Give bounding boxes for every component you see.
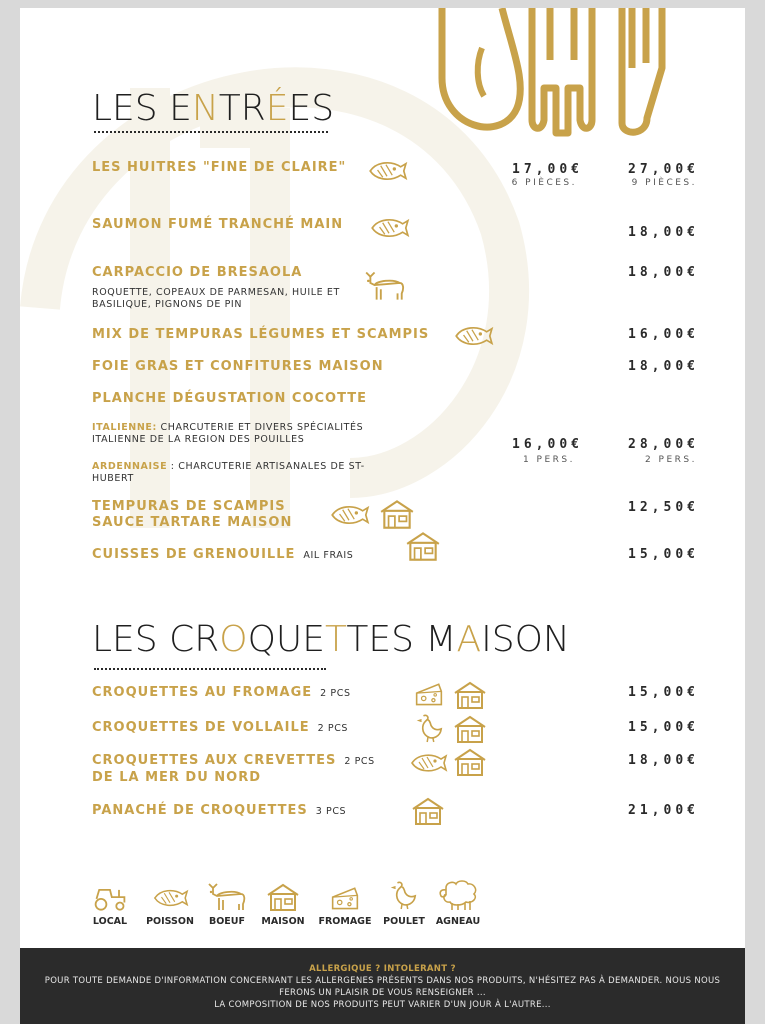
planche-option-ardennaise: ARDENNAISE : CHARCUTERIE ARTISANALES DE ST-HUBERT (92, 461, 365, 484)
price-foie-gras: 18,00€ (628, 359, 699, 374)
qty-6-pieces: 6 PIÈCES. (511, 178, 577, 188)
price-huitres-9: 27,00€ (628, 162, 699, 177)
menu-item-croquettes-crevettes: CROQUETTES AUX CREVETTES 2 PCS DE LA MER DU NORD (92, 753, 375, 785)
house-icon (452, 680, 488, 710)
qty-9-pieces: 9 PIÈCES. (631, 178, 697, 188)
menu-item-foie-gras: FOIE GRAS ET CONFITURES MAISON (92, 359, 384, 374)
fish-icon (328, 502, 370, 528)
price-croquettes-crevettes: 18,00€ (628, 753, 699, 768)
house-icon (265, 882, 301, 912)
qty-2-pers: 2 PERS. (644, 455, 697, 465)
carpaccio-description: ROQUETTE, COPEAUX DE PARMESAN, HUILE ET BASILIQUE, PIGNONS DE PIN (92, 287, 340, 310)
menu-item-carpaccio: CARPACCIO DE BRESAOLA (92, 265, 303, 280)
menu-item-saumon: SAUMON FUMÉ TRANCHÉ MAIN (92, 217, 344, 232)
fish-icon (408, 750, 448, 776)
menu-page (20, 8, 745, 1024)
tractor-icon (92, 884, 128, 912)
menu-item-tempuras-scampis: TEMPURAS DE SCAMPIS SAUCE TARTARE MAISON (92, 499, 293, 530)
sheep-icon (436, 878, 480, 912)
fish-icon (151, 884, 189, 912)
price-croquettes-fromage: 15,00€ (628, 685, 699, 700)
footer-line1: POUR TOUTE DEMANDE D'INFORMATION CONCERNANT LES ALLERGENES PRÉSENTS DANS NOS PRODUITS, N'HÉSITEZ PAS À DEMANDER. NOUS NOUS FERONS UN PLAISIR DE VOUS RENSEIGNER ... (44, 976, 721, 998)
price-tempuras-legumes: 16,00€ (628, 327, 699, 342)
price-carpaccio: 18,00€ (628, 265, 699, 280)
price-planche-1: 16,00€ (512, 437, 583, 452)
title-divider (94, 131, 328, 133)
planche-option-italienne: ITALIENNE: CHARCUTERIE ET DIVERS SPÉCIALITÉS ITALIENNE DE LA REGION DES POUILLES (92, 422, 364, 445)
legend-fromage: FROMAGE (314, 884, 376, 927)
menu-item-croquettes-panache: PANACHÉ DE CROQUETTES 3 PCS (92, 803, 347, 818)
price-saumon: 18,00€ (628, 225, 699, 240)
cheese-icon (330, 884, 360, 912)
legend-poisson: POISSON (142, 884, 198, 927)
menu-item-tempuras-legumes: MIX DE TEMPURAS LÉGUMES ET SCAMPIS (92, 327, 430, 342)
price-croquettes-vollaile: 15,00€ (628, 720, 699, 735)
house-icon (404, 530, 442, 562)
fish-icon (452, 323, 494, 349)
cow-icon (205, 878, 249, 912)
menu-item-croquettes-fromage: CROQUETTES AU FROMAGE 2 PCS (92, 685, 351, 700)
chicken-icon (390, 878, 418, 912)
menu-item-huitres: LES HUITRES "FINE DE CLAIRE" (92, 160, 347, 175)
house-icon (452, 747, 488, 777)
chicken-icon (416, 711, 444, 745)
cutlery-illustration (432, 8, 672, 148)
fish-icon (366, 158, 408, 184)
legend-poulet: POULET (380, 884, 428, 927)
cheese-icon (414, 680, 444, 708)
footer-title: ALLERGIQUE ? INTOLERANT ? (309, 964, 456, 974)
legend-local: LOCAL (88, 884, 132, 927)
legend-agneau: AGNEAU (430, 884, 486, 927)
menu-item-croquettes-vollaile: CROQUETTES DE VOLLAILE 2 PCS (92, 720, 349, 735)
legend-maison: MAISON (256, 884, 310, 927)
legend-boeuf: BOEUF (202, 884, 252, 927)
menu-item-grenouille: CUISSES DE GRENOUILLE AIL FRAIS (92, 547, 354, 562)
price-croquettes-panache: 21,00€ (628, 803, 699, 818)
footer-line2: LA COMPOSITION DE NOS PRODUITS PEUT VARIER D'UN JOUR À L'AUTRE... (214, 1000, 551, 1010)
menu-item-planche: PLANCHE DÉGUSTATION COCOTTE (92, 391, 368, 406)
allergen-footer (20, 948, 745, 1024)
price-tempuras-scampis: 12,50€ (628, 500, 699, 515)
price-grenouille: 15,00€ (628, 547, 699, 562)
house-icon (378, 498, 416, 530)
house-icon (452, 714, 488, 744)
section-title-croquettes: LES CROQUETTES MAISON (92, 619, 570, 660)
fish-icon (368, 215, 410, 241)
price-huitres-6: 17,00€ (512, 162, 583, 177)
section-title-entrees: LES ENTRÉES (92, 88, 335, 129)
price-planche-2: 28,00€ (628, 437, 699, 452)
title-divider (94, 668, 326, 670)
qty-1-pers: 1 PERS. (522, 455, 575, 465)
cow-icon (362, 266, 408, 302)
house-icon (410, 796, 446, 826)
